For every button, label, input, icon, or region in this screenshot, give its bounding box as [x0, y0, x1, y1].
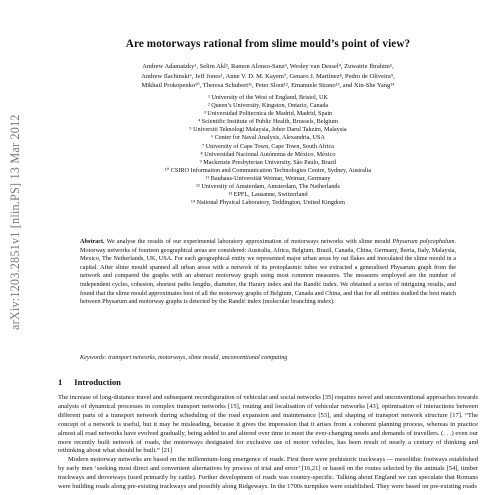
abstract — [80, 238, 456, 307]
affiliation-line: ¹ University of the West of England, Bristol, UK — [208, 94, 328, 101]
author-line: Mikhail Prokopenko¹⁰, Theresa Schubert¹¹, Peter Sloot¹², Emanuele Strano¹³, and Xin-She Yang¹⁴ — [141, 82, 395, 89]
affiliation-line: ⁶ Center for Naval Analysis, Alexandria, USA — [211, 134, 325, 142]
section-number: 1 — [58, 377, 63, 387]
abstract-text: . Motorway networks of fourteen geographical areas are considered: Australia, Africa, Belgium, Brazil, Canada, China, Germany, Iberia, Italy, Malaysia, Mexico, The Netherlands, UK, USA. For each geographical entity we represented major urban areas by oat flakes and inoculated the slime mould in a capital. After slime mould spanned all urban areas with a network of its protoplasmic tubes we extracted a generalised Physarum graph from the network and compared the graphs with an abstract motorway graph using most common measures. The measures employed are the number of independent cycles, cohesion, shortest paths lengths, diameter, the Harary index and the Randić index. We obtained a series of intriguing results, and found that the slime mould approximates best of all the motorway graphs of Belgium, Canada and China, and that for all entities studied the best match between Physarum and motorway graphs is detected by the Randić index (molecular branching index). — [80, 238, 456, 306]
abstract-label: Abstract. — [80, 238, 105, 245]
affiliation-line: ¹⁴ National Physical Laboratory, Teddington, United Kingdom — [191, 199, 345, 207]
affiliation-list — [58, 94, 478, 207]
species-name: Physarum polycephalum — [392, 238, 455, 245]
affiliation-line: ¹³ EPFL, Lausanne, Switzerland — [228, 191, 308, 199]
affiliation-line: ¹¹ Bauhaus-Universität Weimar, Weimar, Germany — [205, 174, 331, 182]
author-line: Andrew Ilachinski⁶, Jeff Jones¹, Anne V. D. M. Kayem⁷, Genaro J. Martínez⁸, Pedro de Oliveira⁹, — [141, 72, 395, 80]
section-heading — [58, 377, 478, 387]
affiliation-line: ⁴ Scientific Institute of Public Health, Brussels, Belgium — [198, 118, 338, 126]
keywords-text: transport networks, motorways, slime mould, unconventional computing — [108, 354, 288, 361]
arxiv-identifier-stamp: arXiv:1203.2851v1 [nlin.PS] 13 Mar 2012 — [8, 114, 22, 330]
affiliation-line: ² Queen’s University, Kingston, Ontario, Canada — [207, 102, 329, 110]
keywords-label: Keywords: — [80, 354, 107, 361]
body-paragraph: Modern motorway networks are based on the millennium-long emergence of roads. First there were prehistoric trackways — mesolithic footways established by early men ‘seeking most direct and convenient alternatives by process of trial and error’ [16,21] or based on the routes selected by the animals [54], timber trackways and droveways (used primarily by cattle). Further development of roads was country-specific. Talking about England we can speculate that Romans were building roads along pre-existing trackways and possibly along Ridgeways. In the 1700s turnpikes were established. They were based on pre-existing roads — [58, 456, 478, 491]
affiliation-line: ⁸ Universidad Nacional Autónoma de México, México — [200, 150, 336, 158]
body-text — [58, 394, 478, 492]
abstract-text: We analyse the results of our experimental laboratory approximation of motorways networks with slime mould — [104, 238, 393, 245]
affiliation-line: ³ Universidad Politecnica de Madrid, Madrid, Spain — [203, 110, 333, 118]
author-list — [58, 62, 478, 91]
paper-title: Are motorways rational from slime mould’s point of view? — [125, 38, 411, 50]
affiliation-line: ⁷ University of Cape Town, Cape Town, South Africa — [201, 142, 334, 150]
section-title: Introduction — [74, 377, 121, 387]
affiliation-line: ⁵ Universiti Teknologi Malaysia, Johor Darul Takzim, Malaysia — [189, 126, 347, 134]
author-line: Andrew Adamatzky¹, Selim Akl², Ramon Alonso-Sanz³, Wesley van Dessel⁴, Zuwairie Ibrahim⁵, — [142, 63, 394, 70]
body-paragraph: The increase of long-distance travel and subsequent reconfiguration of vehicular and social networks [35] requires novel and unconventional approaches towards analysis of dynamical processes in complex transport networks [15], routing and localisation of vehicular networks [43], optimisation of interactions between different parts of a transport network during scheduling of the road expansion and maintenance [53], and shaping of transport network structure [17]. “The concept of a network is useful, but it may be misleading, because it gives the impression that it arises from a coherent planning process, whereas in practice almost all road networks have evolved gradually, being added to and altered over time to meet the ever-changing needs and demands of travellers. (. . .) even our more recently built network of roads, the motorways designated for exclusive use of motor vehicles, has been result of nearly a century of thinking and rethinking about what should be built.” [21] — [58, 394, 478, 455]
affiliation-line: ¹² University of Amsterdam, Amsterdam, The Netherlands — [196, 183, 340, 191]
keywords — [80, 354, 456, 363]
affiliation-line: ⁹ Mackenzie Presbyterian University, São Paulo, Brazil — [199, 158, 337, 166]
affiliation-line: ¹⁰ CSIRO Information and Communication Technologies Centre, Sydney, Australia — [164, 166, 372, 174]
